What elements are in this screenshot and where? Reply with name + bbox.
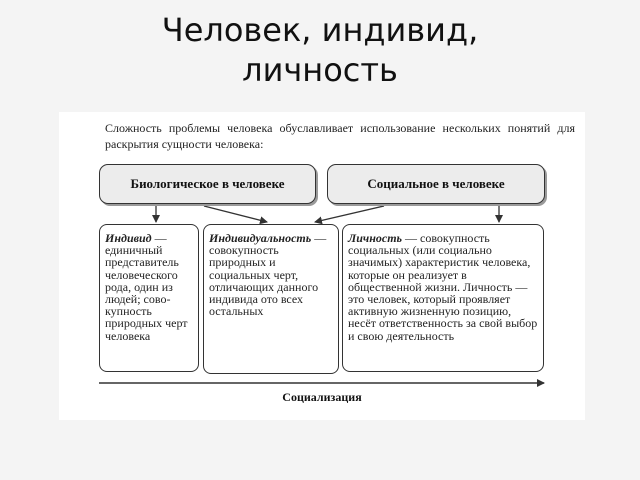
social-header-label: Социальное в человеке [367, 176, 505, 191]
individuality-box [203, 224, 339, 374]
individuality-term: Индивидуальность [209, 231, 312, 245]
arrow-bio-to-individuality [204, 206, 267, 222]
concept-diagram [59, 112, 585, 420]
arrow-soc-to-individuality [315, 206, 384, 222]
slide-title-line-2: личность [242, 51, 398, 89]
personality-box [342, 224, 544, 372]
personality-definition: — совокупность социальных (или социально значимых) характеристик человека, которые он реализует в общественной жизни. Личность — это человек, который проявляет активную жизненную позицию, несёт ответственность за свой выбор и свою деятельность [348, 231, 538, 343]
slide-title-line-1: Человек, индивид, [161, 11, 479, 49]
biological-header-box [99, 164, 316, 204]
individ-box [99, 224, 199, 372]
biological-header-label: Биологическое в человеке [130, 176, 285, 191]
individ-term: Индивид [105, 231, 152, 245]
individ-definition: — единичный представитель человеческого рода, один из людей; сово-купность природных черт человека [105, 231, 188, 343]
individuality-definition: — совокупность природных и социальных черт, отличающих данного индивида ото всех остальных [209, 231, 327, 319]
social-header-box [327, 164, 545, 204]
personality-term: Личность [348, 231, 403, 245]
slide-title [0, 10, 640, 90]
socialization-caption: Социализация [282, 390, 362, 404]
intro-text: Сложность проблемы человека обуславливает использование нескольких понятий для раскрытия сущности человека: [105, 121, 575, 151]
